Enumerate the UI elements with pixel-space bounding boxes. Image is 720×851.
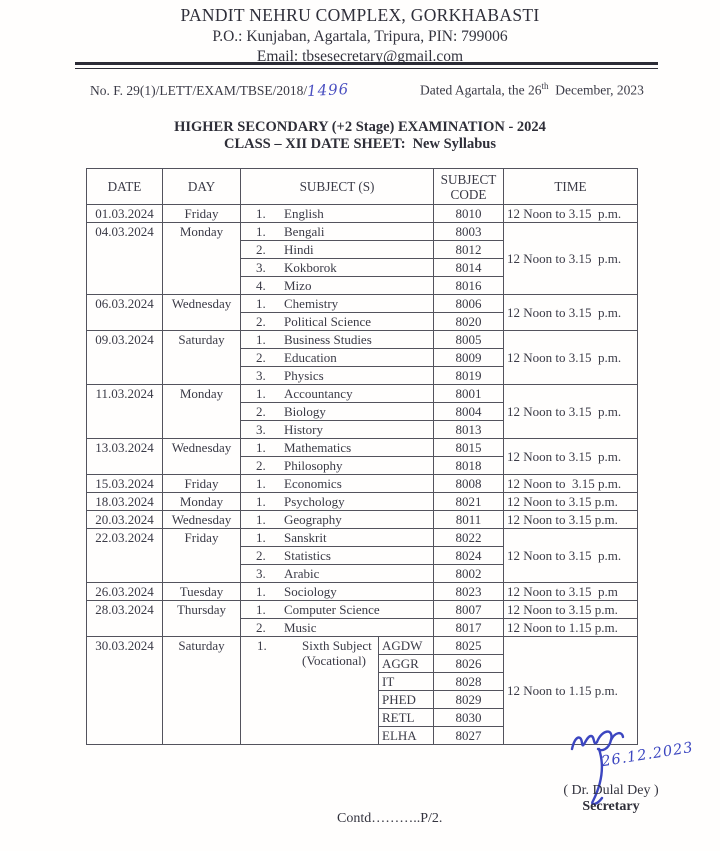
subject-name: Psychology — [284, 494, 345, 509]
subject-no: 2. — [256, 404, 266, 419]
date-cell: 26.03.2024 — [87, 583, 163, 601]
vocational-code-cell: ELHA — [379, 727, 434, 745]
subject-code-cell: 8018 — [434, 457, 504, 475]
subject-cell — [241, 457, 434, 475]
time-cell: 12 Noon to 3.15 p.m. — [504, 493, 638, 511]
header-day: DAY — [163, 169, 241, 205]
subject-cell — [241, 403, 434, 421]
header-subject: SUBJECT (S) — [241, 169, 434, 205]
subject-entry — [244, 566, 430, 581]
subject-name: Geography — [284, 512, 342, 527]
subject-no: 1. — [256, 206, 266, 221]
time-cell: 12 Noon to 3.15 p.m. — [504, 439, 638, 475]
table-row — [87, 511, 638, 529]
date-cell: 22.03.2024 — [87, 529, 163, 583]
subject-no: 1. — [256, 476, 266, 491]
subject-entry — [244, 206, 430, 221]
subject-cell — [241, 439, 434, 457]
subject-code-cell: 8010 — [434, 205, 504, 223]
subject-code-cell: 8030 — [434, 709, 504, 727]
subject-no: 1. — [256, 494, 266, 509]
date-cell: 15.03.2024 — [87, 475, 163, 493]
letterhead — [0, 5, 720, 66]
subject-code-cell: 8014 — [434, 259, 504, 277]
subject-entry — [244, 404, 430, 419]
subject-no: 1. — [256, 332, 266, 347]
subject-code-cell: 8017 — [434, 619, 504, 637]
table-row — [87, 385, 638, 403]
sheet-table-body — [87, 205, 638, 745]
subject-no: 1. — [256, 386, 266, 401]
subject-code-cell: 8004 — [434, 403, 504, 421]
subject-code-cell: 8026 — [434, 655, 504, 673]
subject-cell — [241, 277, 434, 295]
subject-cell — [241, 529, 434, 547]
subject-no: 2. — [256, 458, 266, 473]
time-cell: 12 Noon to 3.15 p.m. — [504, 295, 638, 331]
dated-prefix: Dated Agartala, the 26 — [420, 82, 542, 98]
day-cell: Wednesday — [163, 439, 241, 475]
title-line1: HIGHER SECONDARY (+2 Stage) EXAMINATION - 2024 — [174, 119, 546, 135]
subject-name: Philosophy — [284, 458, 343, 473]
subject-code-cell: 8002 — [434, 565, 504, 583]
reference-number-printed: No. F. 29(1)/LETT/EXAM/TBSE/2018/ — [90, 83, 308, 98]
subject-entry — [244, 530, 430, 545]
subject-code-cell: 8005 — [434, 331, 504, 349]
time-cell: 12 Noon to 3.15 p.m. — [504, 331, 638, 385]
organization-address: P.O.: Kunjaban, Agartala, Tripura, PIN: 799006 — [212, 28, 508, 45]
table-row — [87, 439, 638, 457]
subject-name: Education — [284, 350, 337, 365]
subject-name: Sixth Subject (Vocational) — [302, 638, 372, 668]
subject-code-cell: 8029 — [434, 691, 504, 709]
date-cell: 06.03.2024 — [87, 295, 163, 331]
reference-number-handwritten: 1496 — [306, 79, 350, 101]
day-cell: Friday — [163, 475, 241, 493]
subject-no: 1. — [257, 638, 267, 653]
subject-code-cell: 8020 — [434, 313, 504, 331]
subject-code-cell: 8023 — [434, 583, 504, 601]
subject-code-cell: 8001 — [434, 385, 504, 403]
day-cell: Saturday — [163, 331, 241, 385]
time-cell: 12 Noon to 1.15 p.m. — [504, 619, 638, 637]
day-cell: Tuesday — [163, 583, 241, 601]
table-row — [87, 331, 638, 349]
subject-name: History — [284, 422, 323, 437]
subject-no: 1. — [256, 584, 266, 599]
subject-cell — [241, 421, 434, 439]
subject-code-cell: 8028 — [434, 673, 504, 691]
time-cell: 12 Noon to 3.15 p.m. — [504, 223, 638, 295]
subject-code-cell: 8015 — [434, 439, 504, 457]
subject-code-cell: 8011 — [434, 511, 504, 529]
subject-entry — [244, 278, 430, 293]
subject-entry — [244, 476, 430, 491]
table-row — [87, 601, 638, 619]
subject-entry — [244, 350, 430, 365]
reference-number — [90, 81, 349, 99]
subject-code-cell: 8022 — [434, 529, 504, 547]
subject-cell — [241, 313, 434, 331]
subject-no: 1. — [256, 530, 266, 545]
time-cell: 12 Noon to 3.15 p.m. — [504, 511, 638, 529]
subject-name: Chemistry — [284, 296, 339, 311]
vocational-code-cell: AGGR — [379, 655, 434, 673]
day-cell: Friday — [163, 529, 241, 583]
date-sheet-table — [86, 168, 638, 745]
subject-entry — [244, 620, 430, 635]
subject-code-cell: 8007 — [434, 601, 504, 619]
signature-date-handwritten: 26.12.2023 — [600, 739, 695, 771]
time-cell: 12 Noon to 3.15 p.m. — [504, 475, 638, 493]
day-cell: Wednesday — [163, 511, 241, 529]
subject-no: 2. — [256, 548, 266, 563]
subject-entry — [244, 440, 430, 455]
date-cell: 09.03.2024 — [87, 331, 163, 385]
subject-entry — [244, 422, 430, 437]
time-cell: 12 Noon to 3.15 p.m. — [504, 205, 638, 223]
subject-name: Physics — [284, 368, 324, 383]
subject-no: 1. — [256, 224, 266, 239]
subject-no: 3. — [256, 566, 266, 581]
subject-entry — [244, 458, 430, 473]
subject-no: 4. — [256, 278, 266, 293]
subject-no: 1. — [256, 602, 266, 617]
table-row — [87, 205, 638, 223]
subject-name: Sanskrit — [284, 530, 327, 545]
date-cell: 11.03.2024 — [87, 385, 163, 439]
table-header-row — [87, 169, 638, 205]
subject-cell — [241, 565, 434, 583]
subject-code-cell: 8027 — [434, 727, 504, 745]
subject-name: Hindi — [284, 242, 314, 257]
subject-entry — [244, 314, 430, 329]
signatory-name: ( Dr. Dulal Dey ) — [563, 783, 659, 798]
header-time: TIME — [504, 169, 638, 205]
subject-entry — [244, 548, 430, 563]
time-cell: 12 Noon to 3.15 p.m. — [504, 601, 638, 619]
day-cell: Monday — [163, 223, 241, 295]
day-cell: Monday — [163, 385, 241, 439]
date-cell: 18.03.2024 — [87, 493, 163, 511]
subject-name: Bengali — [284, 224, 325, 239]
table-row — [87, 637, 638, 655]
subject-entry — [244, 602, 430, 617]
subject-no: 1. — [256, 296, 266, 311]
subject-cell — [241, 601, 434, 619]
subject-name: Sociology — [284, 584, 337, 599]
subject-no: 2. — [256, 242, 266, 257]
subject-cell — [241, 223, 434, 241]
subject-no: 3. — [256, 422, 266, 437]
subject-entry — [244, 224, 430, 239]
subject-entry — [244, 260, 430, 275]
dated-line — [420, 81, 644, 99]
subject-entry — [244, 386, 430, 401]
title-line2 — [0, 136, 720, 153]
subject-cell — [241, 637, 379, 745]
table-row — [87, 583, 638, 601]
subject-cell — [241, 619, 434, 637]
date-cell: 13.03.2024 — [87, 439, 163, 475]
subject-no: 2. — [256, 350, 266, 365]
subject-entry — [244, 296, 430, 311]
vocational-code-cell: IT — [379, 673, 434, 691]
subject-code-cell: 8006 — [434, 295, 504, 313]
table-row — [87, 529, 638, 547]
subject-name: English — [284, 206, 324, 221]
time-cell: 12 Noon to 3.15 p.m. — [504, 529, 638, 583]
subject-name: Mathematics — [284, 440, 352, 455]
subject-name: Economics — [284, 476, 342, 491]
subject-name: Music — [284, 620, 317, 635]
subject-cell — [241, 385, 434, 403]
date-cell: 30.03.2024 — [87, 637, 163, 745]
subject-code-cell: 8012 — [434, 241, 504, 259]
subject-cell — [241, 331, 434, 349]
subject-entry — [244, 494, 430, 509]
subject-no: 1. — [256, 512, 266, 527]
subject-code-cell: 8019 — [434, 367, 504, 385]
subject-no: 3. — [256, 260, 266, 275]
vocational-code-cell: PHED — [379, 691, 434, 709]
subject-no: 2. — [256, 620, 266, 635]
subject-cell — [241, 511, 434, 529]
day-cell: Thursday — [163, 601, 241, 637]
header-date: DATE — [87, 169, 163, 205]
subject-cell — [241, 583, 434, 601]
header-subject-code: SUBJECT CODE — [434, 169, 504, 205]
time-cell: 12 Noon to 1.15 p.m. — [504, 637, 638, 745]
subject-cell — [241, 349, 434, 367]
subject-cell — [241, 205, 434, 223]
title-line2-class: CLASS – XII DATE SHEET: — [224, 135, 406, 152]
signatory-title: Secretary — [582, 799, 640, 814]
subject-entry — [244, 242, 430, 257]
subject-name: Business Studies — [284, 332, 372, 347]
subject-code-cell: 8003 — [434, 223, 504, 241]
subject-cell — [241, 547, 434, 565]
date-cell: 20.03.2024 — [87, 511, 163, 529]
subject-code-cell: 8025 — [434, 637, 504, 655]
time-cell: 12 Noon to 3.15 p.m — [504, 583, 638, 601]
table-row — [87, 475, 638, 493]
subject-cell — [241, 475, 434, 493]
subject-name: Computer Science — [284, 602, 380, 617]
day-cell: Wednesday — [163, 295, 241, 331]
subject-no: 3. — [256, 368, 266, 383]
subject-name: Mizo — [284, 278, 312, 293]
subject-cell — [241, 241, 434, 259]
subject-cell — [241, 493, 434, 511]
subject-entry — [244, 638, 375, 668]
vocational-code-cell: RETL — [379, 709, 434, 727]
subject-entry — [244, 512, 430, 527]
subject-entry — [244, 332, 430, 347]
subject-name: Political Science — [284, 314, 372, 329]
day-cell: Friday — [163, 205, 241, 223]
subject-name: Accountancy — [284, 386, 353, 401]
date-cell: 04.03.2024 — [87, 223, 163, 295]
subject-code-cell: 8024 — [434, 547, 504, 565]
table-row — [87, 223, 638, 241]
document-title — [0, 119, 720, 152]
letterhead-divider — [75, 62, 658, 69]
title-line2-syllabus: New Syllabus — [412, 135, 496, 152]
subject-code-cell: 8021 — [434, 493, 504, 511]
subject-name: Statistics — [284, 548, 331, 563]
subject-entry — [244, 368, 430, 383]
subject-code-cell: 8016 — [434, 277, 504, 295]
day-cell: Saturday — [163, 637, 241, 745]
vocational-code-cell: AGDW — [379, 637, 434, 655]
subject-code-cell: 8013 — [434, 421, 504, 439]
subject-name: Biology — [284, 404, 326, 419]
subject-no: 1. — [256, 440, 266, 455]
dated-ordinal: th — [541, 81, 549, 91]
day-cell: Monday — [163, 493, 241, 511]
time-cell: 12 Noon to 3.15 p.m. — [504, 385, 638, 439]
subject-name: Arabic — [284, 566, 320, 581]
table-row — [87, 295, 638, 313]
dated-suffix: December, 2023 — [548, 82, 644, 98]
subject-cell — [241, 367, 434, 385]
subject-no: 2. — [256, 314, 266, 329]
subject-code-cell: 8008 — [434, 475, 504, 493]
subject-entry — [244, 584, 430, 599]
date-cell: 28.03.2024 — [87, 601, 163, 637]
subject-cell — [241, 295, 434, 313]
subject-code-cell: 8009 — [434, 349, 504, 367]
organization-email: Email: tbsesecretary@gmail.com — [256, 48, 464, 65]
subject-name: Kokborok — [284, 260, 337, 275]
table-row — [87, 493, 638, 511]
date-cell: 01.03.2024 — [87, 205, 163, 223]
continued-note: Contd………..P/2. — [337, 811, 443, 826]
subject-cell — [241, 259, 434, 277]
organization-name: PANDIT NEHRU COMPLEX, GORKHABASTI — [180, 5, 540, 25]
